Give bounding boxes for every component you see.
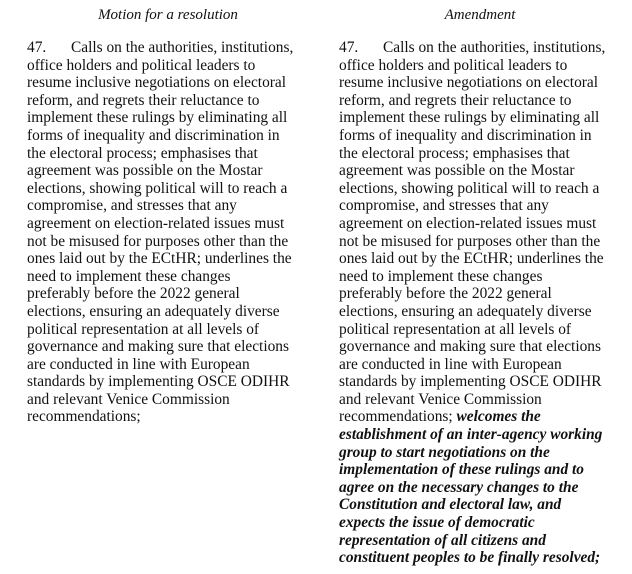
line-text: the electoral process; emphasises that xyxy=(339,144,570,162)
added-text: group to start negotiations on the xyxy=(339,443,550,461)
line-text: implement these rulings by eliminating all xyxy=(27,109,288,127)
text-line xyxy=(339,109,621,127)
paragraph-number: 47. xyxy=(27,39,47,56)
line-text: resume inclusive negotiations on electoral xyxy=(27,74,286,92)
text-line xyxy=(339,338,621,356)
added-text: welcomes the xyxy=(456,408,541,426)
line-text: preferably before the 2022 general xyxy=(339,285,552,303)
text-line xyxy=(339,356,621,374)
line-text: elections, showing political will to reach a xyxy=(339,179,600,197)
text-line xyxy=(27,74,309,92)
line-text: are conducted in line with European xyxy=(27,355,250,373)
text-line xyxy=(339,162,621,180)
line-text: recommendations; xyxy=(27,408,141,426)
text-line xyxy=(339,373,621,391)
line-text: ones laid out by the ECtHR; underlines the xyxy=(27,250,292,268)
line-text: governance and making sure that elections xyxy=(339,338,601,356)
text-line xyxy=(339,197,621,215)
text-line xyxy=(339,127,621,145)
line-text: governance and making sure that elections xyxy=(27,338,289,356)
text-line xyxy=(339,233,621,251)
line-text: compromise, and stresses that any xyxy=(27,197,237,215)
line-text: elections, ensuring an adequately diverse xyxy=(27,302,280,320)
text-line xyxy=(27,303,309,321)
text-line xyxy=(339,285,621,303)
text-line xyxy=(339,268,621,286)
line-text: preferably before the 2022 general xyxy=(27,285,240,303)
line-text: office holders and political leaders to xyxy=(27,56,256,74)
motion-heading: Motion for a resolution xyxy=(98,7,238,23)
line-text: the electoral process; emphasises that xyxy=(27,144,258,162)
line-text: reform, and regrets their reluctance to xyxy=(339,91,572,109)
text-line xyxy=(339,145,621,163)
line-text: elections, showing political will to reach a xyxy=(27,179,288,197)
text-line xyxy=(339,215,621,233)
added-text: expects the issue of democratic xyxy=(339,514,535,532)
line-text: resume inclusive negotiations on electoral xyxy=(339,74,598,92)
text-line xyxy=(27,145,309,163)
line-text: agreement on election-related issues must xyxy=(27,214,285,232)
added-text-line xyxy=(339,549,621,567)
line-text: agreement on election-related issues must xyxy=(339,214,597,232)
line-text: compromise, and stresses that any xyxy=(339,197,549,215)
text-line xyxy=(27,268,309,286)
line-text: elections, ensuring an adequately diverse xyxy=(339,302,592,320)
text-line xyxy=(27,57,309,75)
text-line xyxy=(27,356,309,374)
text-line xyxy=(27,92,309,110)
line-text: political representation at all levels of xyxy=(27,320,260,338)
text-line xyxy=(339,250,621,268)
text-line xyxy=(27,109,309,127)
added-text: implementation of these rulings and to xyxy=(339,461,585,479)
text-line xyxy=(27,321,309,339)
line-text: are conducted in line with European xyxy=(339,355,562,373)
line-text: reform, and regrets their reluctance to xyxy=(27,91,260,109)
line-text: agreement was possible on the Mostar xyxy=(339,162,575,180)
text-line xyxy=(339,408,621,426)
line-text: forms of inequality and discrimination in xyxy=(339,126,592,144)
line-text: forms of inequality and discrimination in xyxy=(27,126,280,144)
added-text-line xyxy=(339,479,621,497)
line-text: standards by implementing OSCE ODIHR xyxy=(27,373,290,391)
line-text: ones laid out by the ECtHR; underlines the xyxy=(339,250,604,268)
text-line xyxy=(27,127,309,145)
amendment-paragraph xyxy=(339,39,621,567)
added-text-line xyxy=(339,496,621,514)
added-text-line xyxy=(339,461,621,479)
added-text: constituent peoples to be finally resolved; xyxy=(339,549,601,567)
text-line xyxy=(339,303,621,321)
line-text: Calls on the authorities, institutions, xyxy=(383,39,606,56)
added-text: Constitution and electoral law, and xyxy=(339,496,562,514)
line-text: implement these rulings by eliminating all xyxy=(339,109,600,127)
line-text: and relevant Venice Commission xyxy=(27,390,230,408)
text-line xyxy=(27,197,309,215)
line-text: need to implement these changes xyxy=(27,267,231,285)
added-text-line xyxy=(339,532,621,550)
added-text-line xyxy=(339,444,621,462)
added-text-line xyxy=(339,514,621,532)
added-text: establishment of an inter-agency working xyxy=(339,426,603,444)
amendment-heading: Amendment xyxy=(444,7,516,23)
text-line xyxy=(27,233,309,251)
text-line xyxy=(339,92,621,110)
line-text: not be misused for purposes other than the xyxy=(27,232,289,250)
line-text: political representation at all levels of xyxy=(339,320,572,338)
text-line xyxy=(339,74,621,92)
added-text: representation of all citizens and xyxy=(339,531,546,549)
text-line xyxy=(27,180,309,198)
line-text: and relevant Venice Commission xyxy=(339,390,542,408)
motion-paragraph xyxy=(27,39,309,426)
line-text: agreement was possible on the Mostar xyxy=(27,162,263,180)
text-line xyxy=(27,162,309,180)
text-line xyxy=(27,285,309,303)
text-line xyxy=(27,338,309,356)
text-line xyxy=(339,321,621,339)
text-line xyxy=(27,215,309,233)
text-line xyxy=(339,57,621,75)
added-text-line xyxy=(339,426,621,444)
added-text: agree on the necessary changes to the xyxy=(339,478,579,496)
line-text: Calls on the authorities, institutions, xyxy=(71,39,294,56)
paragraph-number: 47. xyxy=(339,39,359,56)
text-line xyxy=(339,391,621,409)
line-text: standards by implementing OSCE ODIHR xyxy=(339,373,602,391)
text-line xyxy=(27,408,309,426)
text-line xyxy=(27,250,309,268)
text-line xyxy=(339,180,621,198)
line-text: not be misused for purposes other than the xyxy=(339,232,601,250)
text-line xyxy=(27,391,309,409)
text-line xyxy=(27,39,309,57)
line-text: office holders and political leaders to xyxy=(339,56,568,74)
line-text: recommendations; xyxy=(339,408,457,426)
text-line xyxy=(27,373,309,391)
text-line xyxy=(339,39,621,57)
line-text: need to implement these changes xyxy=(339,267,543,285)
